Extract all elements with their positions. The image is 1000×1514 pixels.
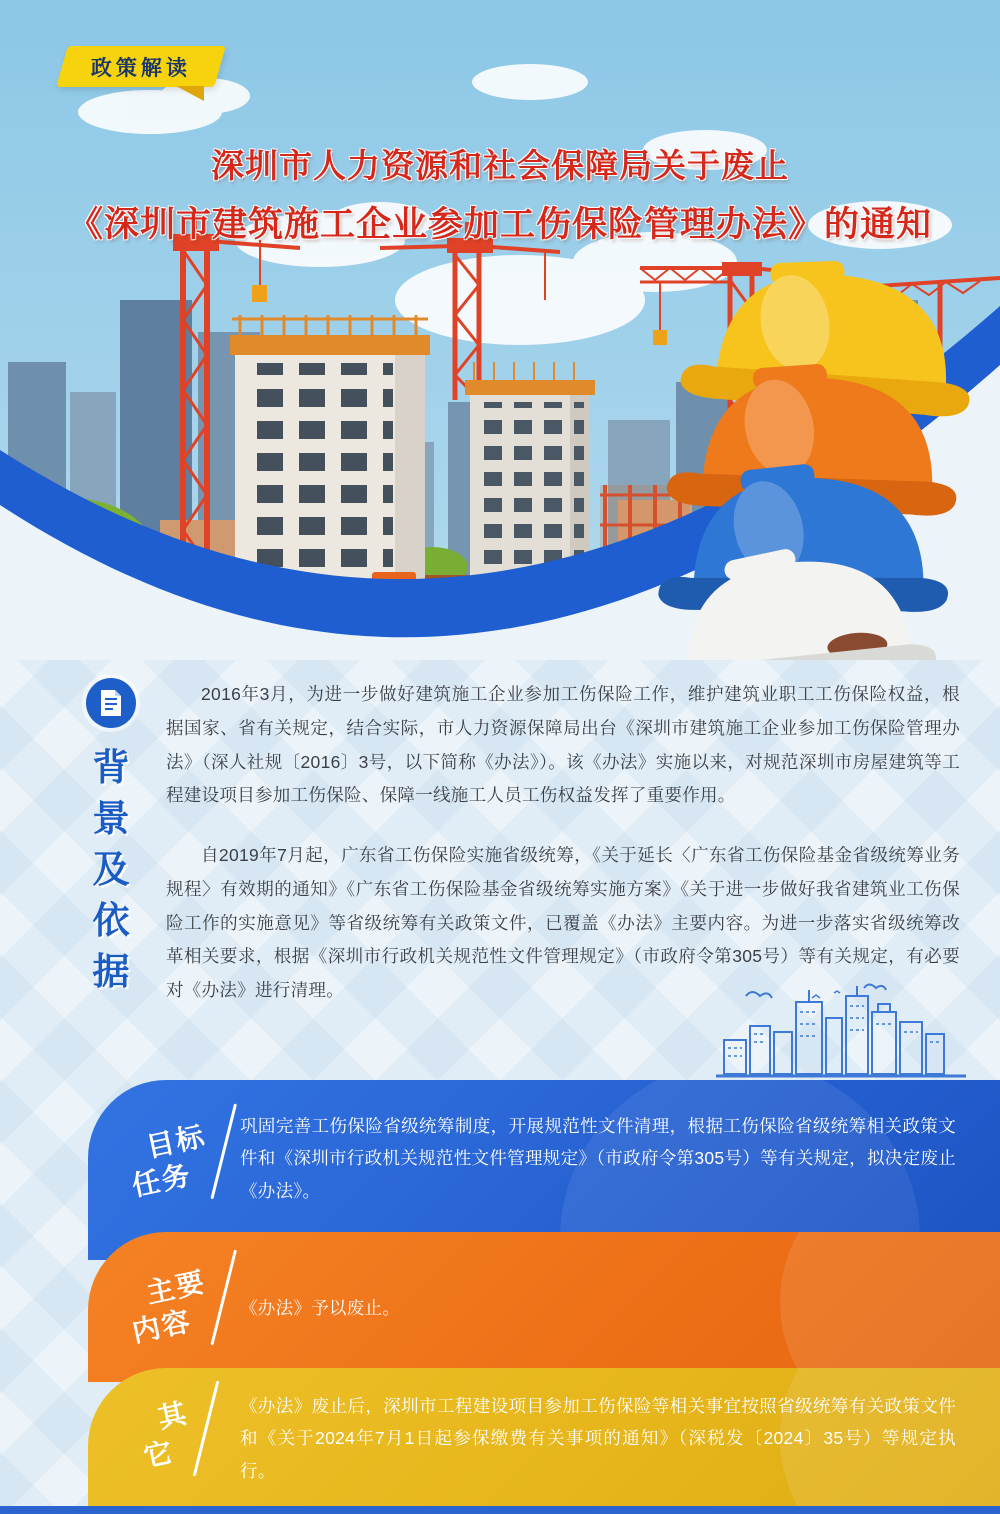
hero-illustration-area — [0, 0, 1000, 660]
policy-badge-label: 政策解读 — [91, 56, 191, 80]
main-content-area — [0, 660, 1000, 1514]
card-main-content — [88, 1232, 1000, 1382]
paragraph-1: 2016年3月，为进一步做好建筑施工企业参加工伤保险工作，维护建筑业职工工伤保险权益，根据国家、省有关规定，结合实际，市人力资源保障局出台《深圳市建筑施工企业参加工伤保险管理办法》（深人社规〔2016〕3号，以下简称《办法》）。该《办法》实施以来，对规范深圳市房屋建筑等工程建设项目参加工伤保险、保障一线施工人员工伤权益发挥了重要作用。 — [166, 684, 960, 806]
title-line-2: 《深圳市建筑施工企业参加工伤保险管理办法》的通知 — [67, 205, 932, 244]
label-slash — [210, 1104, 237, 1200]
background-section-label — [80, 678, 142, 997]
card-main-content-label: 主要 内容 — [122, 1264, 217, 1350]
label-slash — [210, 1250, 237, 1346]
card-others-text: 《办法》废止后，深圳市工程建设项目参加工伤保险等相关事宜按照省级统筹有关政策文件和《关于2024年7月1日起参保缴费有关事项的通知》（深税发〔2024〕35号）等规定执行。 — [240, 1396, 956, 1481]
bottom-border — [0, 1506, 1000, 1514]
card-others — [88, 1368, 1000, 1514]
background-paragraphs — [166, 678, 960, 1008]
paragraph-2: 自2019年7月起，广东省工伤保险实施省级统筹，《关于延长〈广东省工伤保险基金省级统筹业务规程〉有效期的通知》《广东省工伤保险基金省级统筹实施方案》《关于进一步做好我省建筑业工伤保险工作的实施意见》等省级统筹有关政策文件，已覆盖《办法》主要内容。为进一步落实省级统筹改革相关要求，根据《深圳市行政机关规范性文件管理规定》（市政府令第305号）等有关规定，有必要对《办法》进行清理。 — [166, 845, 960, 1001]
card-target-tasks-text: 巩固完善工伤保险省级统筹制度，开展规范性文件清理，根据工伤保险省级统筹相关政策文件和《深圳市行政机关规范性文件管理规定》（市政府令第305号）等有关规定，拟决定废止《办法》。 — [240, 1116, 956, 1201]
page-title — [0, 140, 1000, 247]
crane-hook-weight — [252, 285, 267, 302]
card-main-content-text: 《办法》予以废止。 — [240, 1298, 401, 1318]
title-line-1: 深圳市人力资源和社会保障局关于废止 — [211, 147, 789, 184]
badge-fold-decoration — [176, 86, 204, 101]
summary-cards — [88, 1080, 1000, 1514]
card-target-tasks-label: 目标 任务 — [122, 1118, 217, 1204]
label-slash — [193, 1381, 220, 1477]
document-icon — [86, 678, 136, 728]
city-skyline-line-art — [716, 982, 966, 1082]
construction-illustration — [0, 0, 1000, 660]
policy-badge — [56, 46, 226, 87]
side-label-text: 背 景 及 依 据 — [92, 747, 130, 993]
card-others-label: 其 它 — [133, 1395, 198, 1474]
